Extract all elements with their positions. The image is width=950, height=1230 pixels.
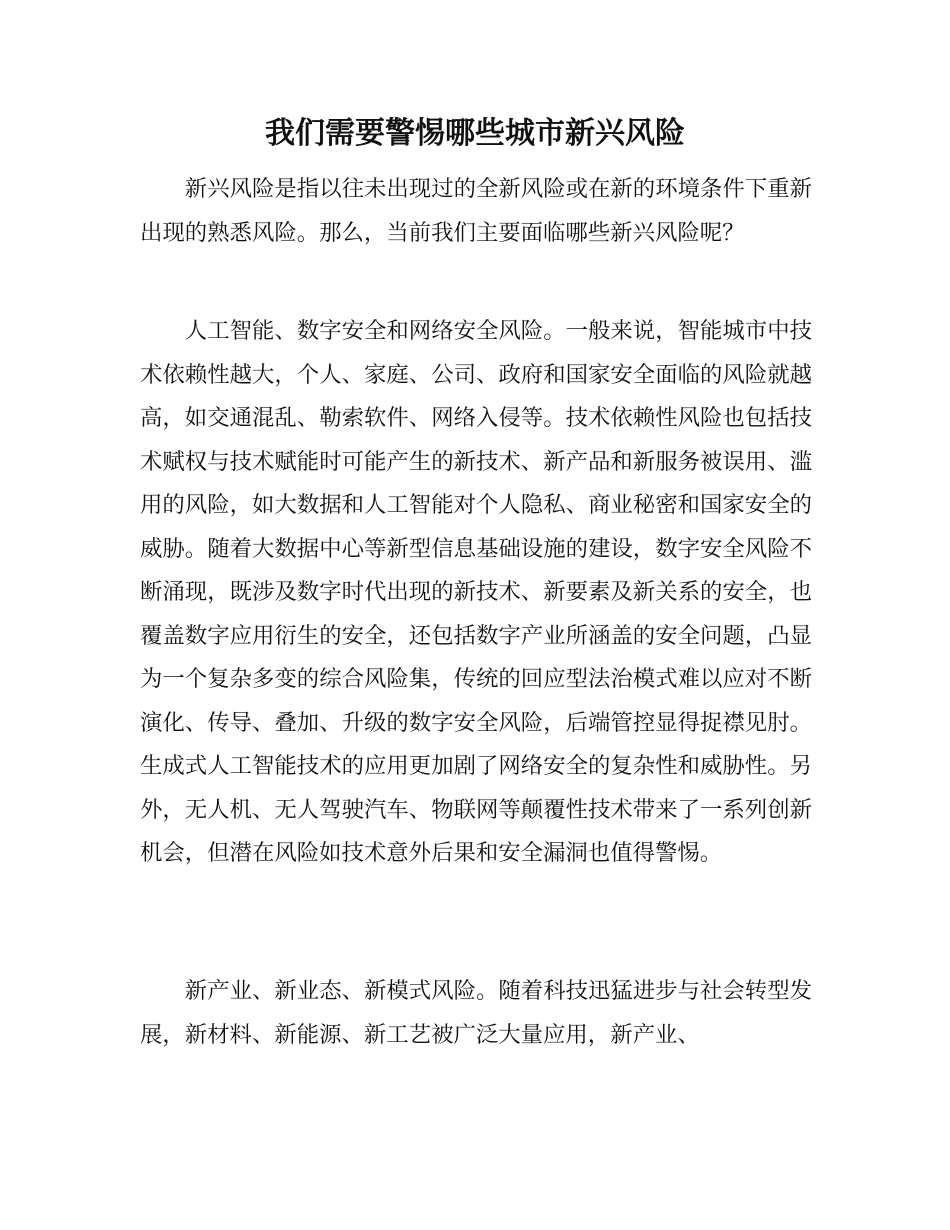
paragraph-ai-digital-security: 人工智能、数字安全和网络安全风险。一般来说，智能城市中技术依赖性越大，个人、家庭、公司、政府和国家安全面临的风险就越高，如交通混乱、勒索软件、网络入侵等。技术依赖性风险也包括技术赋权与技术赋能时可能产生的新技术、新产品和新服务被误用、滥用的风险，如大数据和人工智能对个人隐私、商业秘密和国家安全的威胁。随着大数据中心等新型信息基础设施的建设，数字安全风险不断涌现，既涉及数字时代出现的新技术、新要素及新关系的安全，也覆盖数字应用衍生的安全，还包括数字产业所涵盖的安全问题，凸显为一个复杂多变的综合风险集，传统的回应型法治模式难以应对不断演化、传导、叠加、升级的数字安全风险，后端管控显得捉襟见肘。生成式人工智能技术的应用更加剧了网络安全的复杂性和威胁性。另外，无人机、无人驾驶汽车、物联网等颠覆性技术带来了一系列创新机会，但潜在风险如技术意外后果和安全漏洞也值得警惕。 [140, 318, 812, 866]
document-title: 我们需要警惕哪些城市新兴风险 [265, 116, 685, 151]
paragraph-new-industries: 新产业、新业态、新模式风险。随着科技迅猛进步与社会转型发展，新材料、新能源、新工艺被广泛大量应用，新产业、 [140, 978, 812, 1048]
paragraph-intro: 新兴风险是指以往未出现过的全新风险或在新的环境条件下重新出现的熟悉风险。那么，当前我们主要面临哪些新兴风险呢？ [140, 176, 812, 246]
